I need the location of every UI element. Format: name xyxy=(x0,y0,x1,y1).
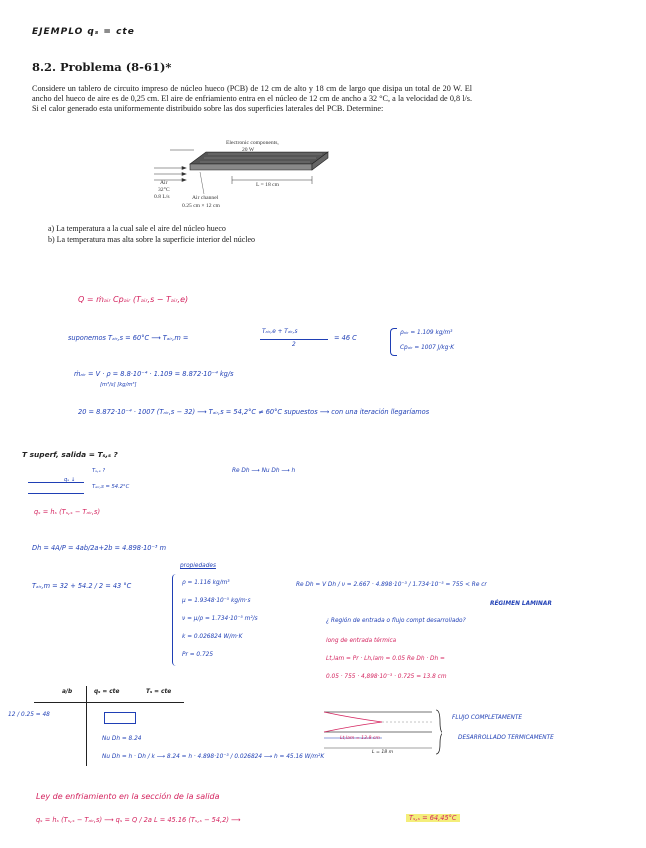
problem-statement: Considere un tablero de circuito impreso de núcleo hueco (PCB) de 12 cm de alto y 18 cm de largo que disipa un total de 20 W. El ancho del hueco de aire es de 0,25 cm. El aire de enfriamiento entra en el núcleo de 12 cm de ancho a 32 °C, a la velocidad de 0,8 l/s. Si el calor generado esta uniformemente distribuido sobre las dos superficies laterales del PCB. Determine: xyxy=(32,84,472,114)
channel-length-label: L = 18 m xyxy=(372,750,394,755)
table-header-qs: qₛ = cte xyxy=(94,689,120,695)
table-header-ab: a/b xyxy=(62,689,73,695)
pcb-figure xyxy=(140,136,340,218)
channel-sketch-bottom xyxy=(28,493,84,494)
figure-power-label: 20 W xyxy=(242,147,255,153)
reynolds-chain: Re Dh ⟶ Nu Dh ⟶ h xyxy=(232,468,296,474)
mass-flow-units: [m³/s] [kg/m³] xyxy=(100,382,137,388)
properties-brace xyxy=(172,574,178,666)
table-rule xyxy=(34,702,184,703)
energy-balance-equation: Q = ṁₐᵢᵣ Cpₐᵢᵣ (Tₐᵢᵣ,s − Tₐᵢᵣ,e) xyxy=(78,295,189,304)
aspect-ratio: 12 / 0.25 = 48 xyxy=(8,712,50,718)
final-equation: qₛ = hₛ (Tₛ,ₛ − Tₐᵢᵣ,s) ⟶ qₛ = Q / 2a L = 45.16 (Tₛ,ₛ − 54,2) ⟶ xyxy=(36,816,241,824)
reynolds-equation: Re Dh = V Dh / ν = 2.667 · 4.898·10⁻³ / 1.734·10⁻⁵ = 755 < Re cr xyxy=(296,582,487,588)
air-density: ρₐᵢᵣ = 1.109 kg/m³ xyxy=(400,330,453,336)
property-density: ρ = 1.116 kg/m³ xyxy=(182,580,230,586)
property-viscosity: μ = 1.9348·10⁻⁵ kg/m·s xyxy=(182,598,251,604)
figure-channel-label: Air channel xyxy=(192,195,219,201)
figure-air-label: Air xyxy=(160,180,168,186)
mean-temperature-equation: Tₐᵢᵣ,m = 32 + 54.2 / 2 = 43 °C xyxy=(32,582,132,590)
assumption-line: suponemos Tₐᵢᵣ,s = 60°C ⟶ Tₐᵢᵣ,m = xyxy=(68,334,189,342)
hydraulic-diameter-equation: Dh = 4A/P = 4ab/2a+2b = 4.898·10⁻³ m xyxy=(32,544,167,552)
flow-regime: RÉGIMEN LAMINAR xyxy=(490,601,552,607)
table-divider xyxy=(86,686,87,766)
mass-flow-equation: ṁₐᵢᵣ = V · ρ = 8.8·10⁻⁴ · 1.109 = 8.872·10⁻⁴ kg/s xyxy=(74,370,234,378)
thermal-entry-value: 0.05 · 755 · 4,898·10⁻³ · 0.725 = 13.8 cm xyxy=(326,674,447,680)
air-cp: Cpₐᵢᵣ = 1007 J/kg·K xyxy=(400,345,455,351)
figure-channel-dims: 0.25 cm × 12 cm xyxy=(182,203,220,209)
table-box xyxy=(104,712,136,724)
problem-title: 8.2. Problema (8-61)* xyxy=(32,60,172,74)
final-result: Tₛ,ₛ = 64,45°C xyxy=(406,814,460,822)
assumption-frac-num: Tₐᵢᵣ,e + Tₐᵢᵣ,s xyxy=(262,329,298,335)
fully-developed-line-2: DESARROLLADO TERMICAMENTE xyxy=(458,735,554,741)
props-brace xyxy=(390,328,397,356)
property-kinematic: ν = μ/ρ = 1.734·10⁻⁵ m²/s xyxy=(182,616,258,622)
nusselt-value: Nu Dh = 8.24 xyxy=(102,736,142,742)
property-conductivity: k = 0.026824 W/m·K xyxy=(182,634,243,640)
cooling-law-title: Ley de enfriamiento en la sección de la salida xyxy=(36,792,220,801)
sketch-qs: qₛ ↓ xyxy=(64,477,76,483)
figure-components-label: Electronic components, xyxy=(226,140,279,146)
thermal-entry-label: long de entrada térmica xyxy=(326,638,397,644)
sketch-ts: Tₛ,ₛ ? xyxy=(92,468,106,474)
assumption-frac-den: 2 xyxy=(292,342,296,348)
figure-length-label: L = 18 cm xyxy=(256,182,279,188)
sketch-tair: Tₐᵢᵣ,s = 54.2°C xyxy=(92,484,130,490)
region-question: ¿ Región de entrada o flujo compt desarrollado? xyxy=(326,618,466,624)
channel-sketch-top xyxy=(28,482,84,483)
property-prandtl: Pr = 0.725 xyxy=(182,652,214,658)
assumption-frac-bar xyxy=(260,339,328,340)
entry-length-label: Lt,lam = 13.8 cm xyxy=(340,736,380,741)
question-b: b) La temperatura mas alta sobre la superficie interior del núcleo xyxy=(48,235,256,244)
table-header-ts: Tₛ = cte xyxy=(146,689,172,695)
pcb-diagram xyxy=(140,136,340,218)
nusselt-equation: Nu Dh = h · Dh / k ⟶ 8.24 = h · 4.898·10⁻³ / 0.026824 ⟶ h = 45.16 W/m²K xyxy=(102,754,325,760)
figure-air-temp: 32°C xyxy=(158,187,170,193)
handwritten-heading: EJEMPLO qₛ = cte xyxy=(32,27,135,37)
thermal-entry-equation: Lt,lam = Pr · Lh,lam = 0.05 Re Dh · Dh = xyxy=(326,656,445,662)
assumption-result: = 46 C xyxy=(334,334,357,342)
surface-temperature-title: T superf, salida = Tₛ,ₛ ? xyxy=(22,450,118,459)
entry-region-diagram xyxy=(322,708,442,758)
question-a: a) La temperatura a la cual sale el aire del núcleo hueco xyxy=(48,224,226,233)
figure-air-flow: 0.8 L/s xyxy=(154,194,170,200)
iteration-line: 20 = 8.872·10⁻⁴ · 1007 (Tₐᵢᵣ,s − 32) ⟶ Tₐᵢᵣ,s = 54,2°C ≠ 60°C supuestos ⟶ con una iteración llegaríamos xyxy=(78,408,430,416)
properties-title: propiedades xyxy=(180,563,216,569)
fully-developed-line-1: FLUJO COMPLETAMENTE xyxy=(452,715,523,721)
surface-heat-flux-equation: qₛ = hₛ (Tₛ,ₛ − Tₐᵢᵣ,s) xyxy=(34,508,101,516)
